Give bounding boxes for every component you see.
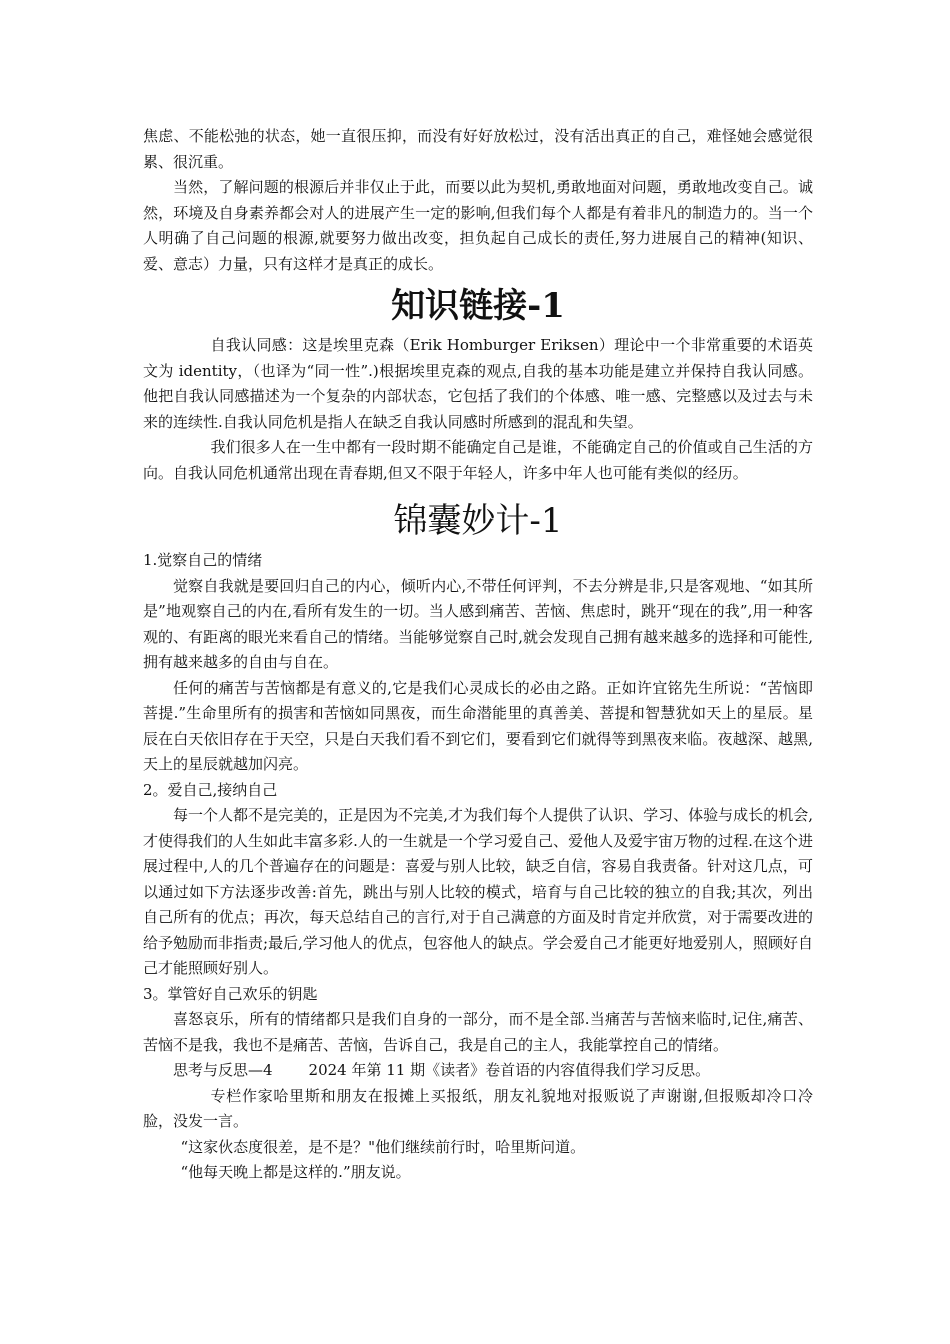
dialogue-line-1: “这家伙态度很差，是不是？"他们继续前行时，哈里斯问道。 bbox=[180, 1137, 586, 1156]
knowledge-paragraph-crisis: 我们很多人在一生中都有一段时期不能确定自己是谁，不能确定自己的价值或自己生活的方向。自我认同危机通常出现在青春期,但又不限于年轻人，许多中年人也可能有类似的经历。 bbox=[143, 438, 813, 482]
reflection-story: 专栏作家哈里斯和朋友在报摊上买报纸，朋友礼貌地对报贩说了声谢谢,但报贩却冷口冷脸，没发一言。 bbox=[143, 1086, 813, 1130]
section-heading-2: 2。爱自己,接纳自己 bbox=[143, 780, 278, 799]
section-2-paragraph-1: 每一个人都不是完美的，正是因为不完美,才为我们每个人提供了认识、学习、体验与成长的机会,才使得我们的人生如此丰富多彩.人的一生就是一个学习爱自己、爱他人及爱宇宙万物的过程.在这个进展过程中,人的几个普遍存在的问题是：喜爱与别人比较，缺乏自信，容易自我责备。针对这几点，可以通过如下方法逐步改善:首先，跳出与别人比较的模式，培育与自己比较的独立的自我;其次，列出自己所有的优点；再次，每天总结自己的言行,对于自己满意的方面及时肯定并欣赏，对于需要改进的给予勉励而非指责;最后,学习他人的优点，包容他人的缺点。学会爱自己才能更好地爱别人，照顾好自己才能照顾好别人。 bbox=[143, 806, 813, 977]
section-1-paragraph-2: 任何的痛苦与苦恼都是有意义的,它是我们心灵成长的必由之路。正如许宜铭先生所说：“苦恼即菩提.”生命里所有的损害和苦恼如同黑夜，而生命潜能里的真善美、菩提和智慧犹如天上的星辰。星辰在白天依旧存在于天空，只是白天我们看不到它们，要看到它们就得等到黑夜来临。夜越深、越黑,天上的星辰就越加闪亮。 bbox=[143, 678, 813, 773]
knowledge-paragraph-identity: 自我认同感：这是埃里克森（Erik Homburger Eriksen）理论中一个非常重要的术语英文为 identity，（也译为“同一性”.)根据埃里克森的观点,自我的基本功能是建立并保持自我认同感。他把自我认同感描述为一个复杂的内部状态，它包括了我们的个体感、唯一感、完整感以及过去与未来的连续性.自我认同危机是指人在缺乏自我认同感时所感到的混乱和失望。 bbox=[143, 336, 813, 431]
section-heading-1: 1.觉察自己的情绪 bbox=[143, 551, 263, 569]
dialogue-line-2: “他每天晚上都是这样的.”朋友说。 bbox=[180, 1163, 411, 1181]
section-1-paragraph-1: 觉察自我就是要回归自己的内心，倾听内心,不带任何评判，不去分辨是非,只是客观地、“如其所是”地观察自己的内在,看所有发生的一切。当人感到痛苦、苦恼、焦虑时，跳开“现在的我”,用一种客观的、有距离的眼光来看自己的情绪。当能够觉察自己时,就会发现自己拥有越来越多的选择和可能性,拥有越来越多的自由与自在。 bbox=[143, 576, 813, 671]
knowledge-link-title: 知识链接-1 bbox=[391, 286, 565, 326]
section-3-paragraph-1: 喜怒哀乐，所有的情绪都只是我们自身的一部分，而不是全部.当痛苦与苦恼来临时,记住,痛苦、苦恼不是我，我也不是痛苦、苦恼，告诉自己，我是自己的主人，我能掌控自己的情绪。 bbox=[143, 1010, 813, 1054]
reflection-label: 思考与反思—4 bbox=[173, 1061, 273, 1079]
document-body bbox=[143, 124, 813, 1186]
reflection-line bbox=[143, 1058, 813, 1084]
tips-title: 锦囊妙计-1 bbox=[393, 501, 563, 541]
paragraph-continuation: 焦虑、不能松弛的状态，她一直很压抑，而没有好好放松过，没有活出真正的自己，难怪她会感觉很累、很沉重。 bbox=[143, 127, 813, 171]
section-heading-3: 3。掌管好自己欢乐的钥匙 bbox=[143, 984, 318, 1003]
paragraph-growth: 当然，了解问题的根源后并非仅止于此，而要以此为契机,勇敢地面对问题，勇敢地改变自己。诚然，环境及自身素养都会对人的进展产生一定的影响,但我们每个人都是有着非凡的制造力的。当一个人明确了自己问题的根源,就要努力做出改变，担负起自己成长的责任,努力进展自己的精神(知识、爱、意志）力量，只有这样才是真正的成长。 bbox=[143, 178, 813, 273]
reflection-text: 2024 年第 11 期《读者》卷首语的内容值得我们学习反思。 bbox=[308, 1061, 711, 1079]
